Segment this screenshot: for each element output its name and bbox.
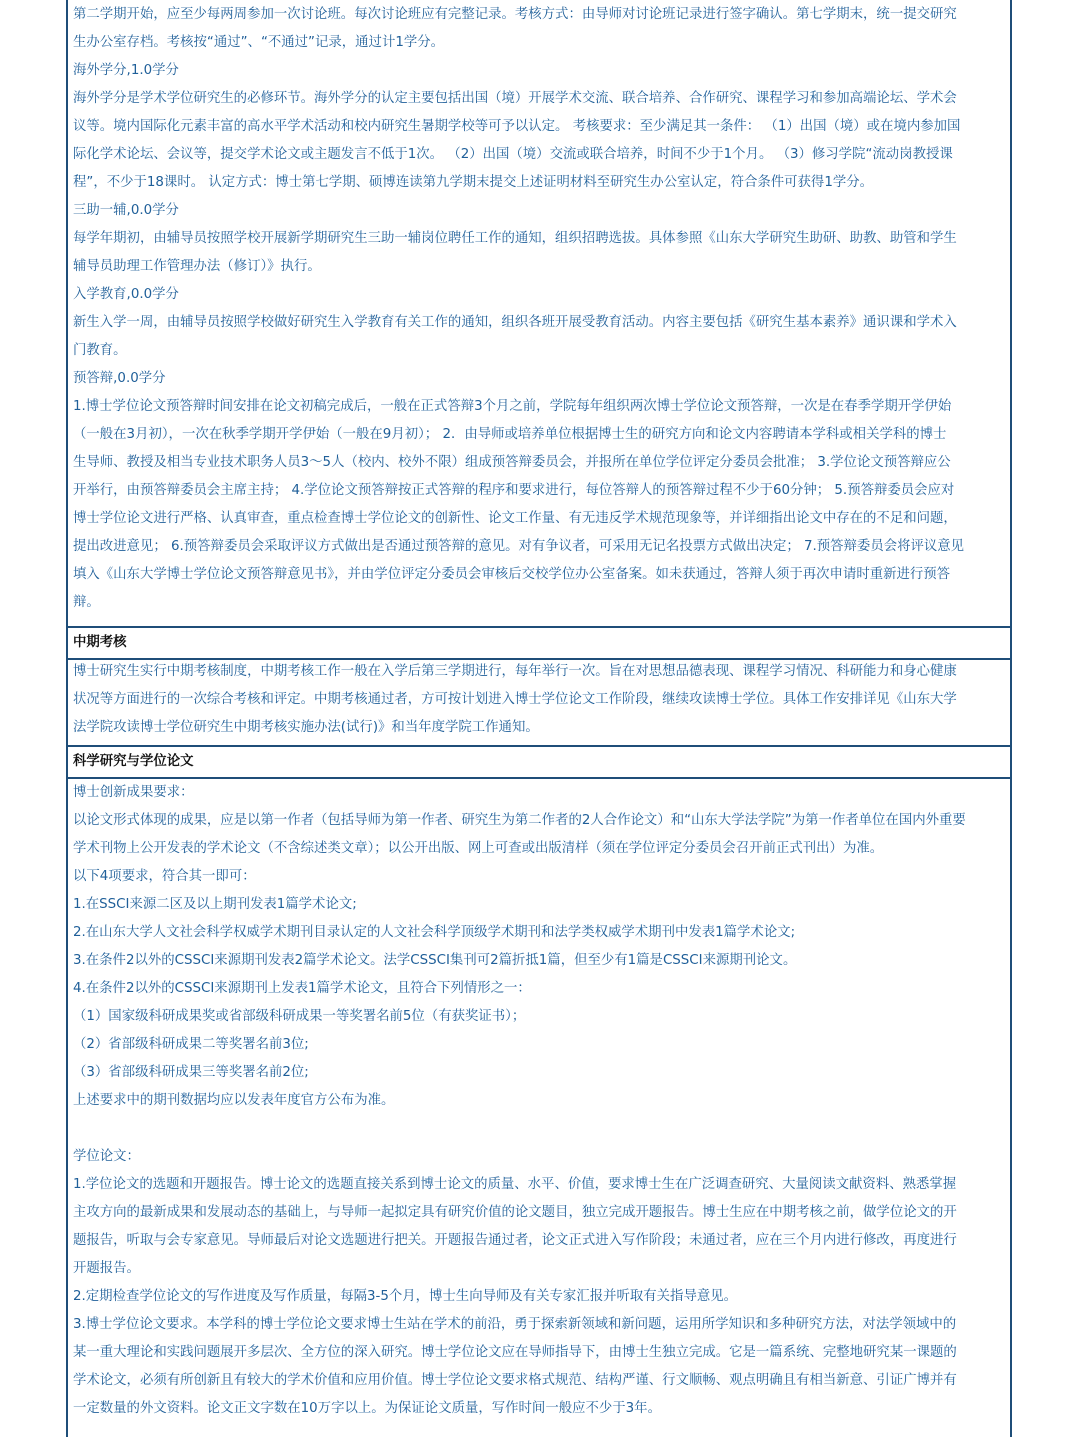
text-line: 门教育。 [73, 343, 127, 358]
text-line: 每学年期初，由辅导员按照学校开展新学期研究生三助一辅岗位聘任工作的通知，组织招聘选拔。具体参照《山东大学研究生助研、助教、助管和学生 [73, 231, 957, 246]
text-line: （一般在3月初），一次在秋季学期开学伊始（一般在9月初）； 2．由导师或培养单位根据博士生的研究方向和论文内容聘请本学科或相关学科的博士 [73, 427, 947, 442]
text-line: 题报告，听取与会专家意见。导师最后对论文选题进行把关。开题报告通过者，论文正式进入写作阶段；未通过者，应在三个月内进行修改，再度进行 [73, 1233, 957, 1248]
text-line: 预答辩,0.0学分 [73, 371, 166, 386]
research-header-title: 科学研究与学位论文 [73, 754, 194, 769]
text-line: 辅导员助理工作管理办法（修订）》执行。 [73, 259, 321, 274]
text-line: 入学教育,0.0学分 [73, 287, 179, 302]
text-line: 博士学位论文进行严格、认真审查，重点检查博士学位论文的创新性、论文工作量、有无违反学术规范现象等，并详细指出论文中存在的不足和问题， [73, 511, 957, 526]
text-line: 主攻方向的最新成果和发展动态的基础上，与导师一起拟定具有研究价值的论文题目，独立完成开题报告。博士生应在中期考核之前，做学位论文的开 [73, 1205, 957, 1220]
text-line: 学术论文，必须有所创新且有较大的学术价值和应用价值。博士学位论文要求格式规范、结构严谨、行文顺畅、观点明确且有相当新意、引证广博并有 [73, 1373, 957, 1388]
text-line: 填入《山东大学博士学位论文预答辩意见书》，并由学位评定分委员会审核后交校学位办公室备案。如未获通过，答辩人须于再次申请时重新进行预答 [73, 567, 951, 582]
text-line: 生导师、教授及相当专业技术职务人员3～5人（校内、校外不限）组成预答辩委员会，并报所在单位学位评定分委员会批准； 3.学位论文预答辩应公 [73, 455, 951, 470]
text-line: 辩。 [73, 595, 100, 610]
text-line: 开举行，由预答辩委员会主席主持； 4.学位论文预答辩按正式答辩的程序和要求进行，每位答辩人的预答辩过程不少于60分钟； 5.预答辩委员会应对 [73, 483, 955, 498]
text-line: 第二学期开始，应至少每两周参加一次讨论班。每次讨论班应有完整记录。考核方式：由导师对讨论班记录进行签字确认。第七学期末，统一提交研究 [73, 7, 957, 22]
text-line: 新生入学一周，由辅导员按照学校做好研究生入学教育有关工作的通知，组织各班开展受教育活动。内容主要包括《研究生基本素养》通识课和学术入 [73, 315, 957, 330]
research-header-row [68, 745, 1010, 779]
text-line: （2）省部级科研成果二等奖署名前3位; [73, 1037, 309, 1052]
text-line: 4.在条件2以外的CSSCI来源期刊上发表1篇学术论文，且符合下列情形之一： [73, 981, 531, 996]
text-line: 程”，不少于18课时。 认定方式：博士第七学期、硕博连读第九学期末提交上述证明材料至研究生办公室认定，符合条件可获得1学分。 [73, 175, 874, 190]
text-line: 学位论文： [73, 1149, 140, 1164]
text-line: 1.学位论文的选题和开题报告。博士论文的选题直接关系到博士论文的质量、水平、价值，要求博士生在广泛调查研究、大量阅读文献资料、熟悉掌握 [73, 1177, 957, 1192]
text-line: 博士创新成果要求： [73, 785, 194, 800]
text-line: （3）省部级科研成果三等奖署名前2位; [73, 1065, 309, 1080]
text-line: 生办公室存档。考核按“通过”、“不通过”记录，通过计1学分。 [73, 35, 445, 50]
text-line: 以论文形式体现的成果，应是以第一作者（包括导师为第一作者、研究生为第二作者的2人合作论文）和“山东大学法学院”为第一作者单位在国内外重要 [73, 813, 966, 828]
text-line: 博士研究生实行中期考核制度，中期考核工作一般在入学后第三学期进行，每年举行一次。旨在对思想品德表现、课程学习情况、科研能力和身心健康 [73, 664, 957, 679]
text-line: 3.博士学位论文要求。本学科的博士学位论文要求博士生站在学术的前沿，勇于探索新领域和新问题，运用所学知识和多种研究方法，对法学领域中的 [73, 1317, 957, 1332]
midterm-header-row [68, 626, 1010, 660]
text-line: 上述要求中的期刊数据均应以发表年度官方公布为准。 [73, 1093, 395, 1108]
text-line: 际化学术论坛、会议等，提交学术论文或主题发言不低于1次。 （2）出国（境）交流或联合培养，时间不少于1个月。 （3）修习学院“流动岗教授课 [73, 147, 953, 162]
text-line: 议等。境内国际化元素丰富的高水平学术活动和校内研究生暑期学校等可予以认定。 考核要求：至少满足其一条件： （1）出国（境）或在境内参加国 [73, 119, 961, 134]
text-line: 海外学分是学术学位研究生的必修环节。海外学分的认定主要包括出国（境）开展学术交流、联合培养、合作研究、课程学习和参加高端论坛、学术会 [73, 91, 957, 106]
content-table-frame [66, 0, 1012, 1437]
text-line: 1.在SSCI来源二区及以上期刊发表1篇学术论文; [73, 897, 357, 912]
text-line: 一定数量的外文资料。论文正文字数在10万字以上。为保证论文质量，写作时间一般应不少于3年。 [73, 1401, 661, 1416]
text-line: 2.定期检查学位论文的写作进度及写作质量，每隔3-5个月，博士生向导师及有关专家汇报并听取有关指导意见。 [73, 1289, 738, 1304]
text-line: 海外学分,1.0学分 [73, 63, 179, 78]
text-line: 开题报告。 [73, 1261, 140, 1276]
text-line: 某一重大理论和实践问题展开多层次、全方位的深入研究。博士学位论文应在导师指导下，由博士生独立完成。它是一篇系统、完整地研究某一课题的 [73, 1345, 957, 1360]
text-line: 法学院攻读博士学位研究生中期考核实施办法(试行)》和当年度学院工作通知。 [73, 720, 539, 735]
text-line: 提出改进意见； 6.预答辩委员会采取评议方式做出是否通过预答辩的意见。对有争议者，可采用无记名投票方式做出决定； 7.预答辩委员会将评议意见 [73, 539, 965, 554]
text-line: 1.博士学位论文预答辩时间安排在论文初稿完成后，一般在正式答辩3个月之前，学院每年组织两次博士学位论文预答辩，一次是在春季学期开学伊始 [73, 399, 952, 414]
text-line: 学术刊物上公开发表的学术论文（不含综述类文章）；以公开出版、网上可查或出版清样（须在学位评定分委员会召开前正式刊出）为准。 [73, 841, 884, 856]
text-line: （1）国家级科研成果奖或省部级科研成果一等奖署名前5位（有获奖证书）； [73, 1009, 526, 1024]
midterm-header-title: 中期考核 [73, 635, 127, 650]
text-line: 2.在山东大学人文社会科学权威学术期刊目录认定的人文社会科学顶级学术期刊和法学类权威学术期刊中发表1篇学术论文; [73, 925, 796, 940]
text-line: 状况等方面进行的一次综合考核和评定。中期考核通过者，方可按计划进入博士学位论文工作阶段，继续攻读博士学位。具体工作安排详见《山东大学 [73, 692, 957, 707]
text-line: 以下4项要求，符合其一即可： [73, 869, 256, 884]
text-line: 三助一辅,0.0学分 [73, 203, 179, 218]
text-line: 3.在条件2以外的CSSCI来源期刊发表2篇学术论文。法学CSSCI集刊可2篇折抵1篇，但至少有1篇是CSSCI来源期刊论文。 [73, 953, 797, 968]
